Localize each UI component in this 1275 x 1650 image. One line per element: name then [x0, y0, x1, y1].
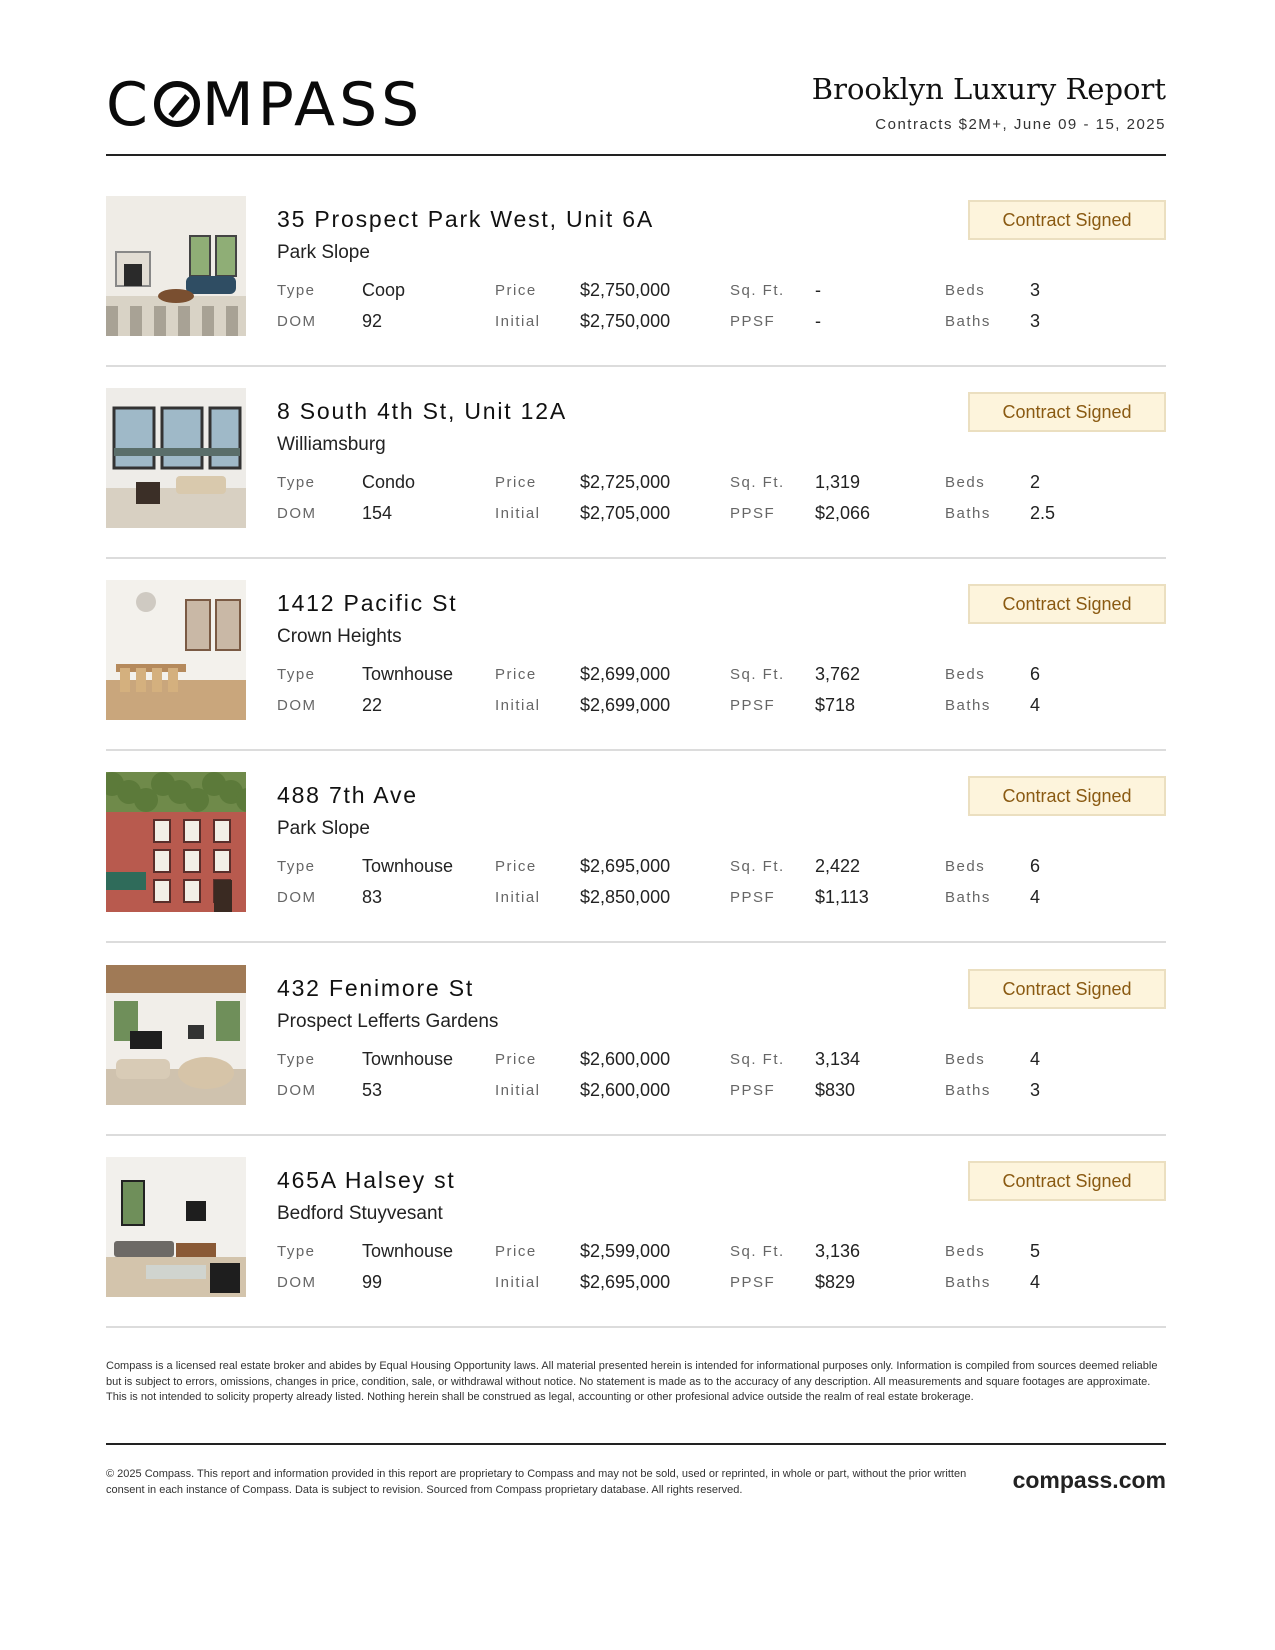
type-value: Townhouse: [362, 1241, 454, 1261]
listing-address[interactable]: 432 Fenimore St: [277, 975, 475, 1001]
baths-label: Baths: [945, 889, 991, 906]
initial-value: $2,695,000: [580, 1272, 671, 1292]
sqft-value: 3,136: [815, 1241, 861, 1261]
initial-value: $2,705,000: [580, 503, 671, 523]
website-link[interactable]: compass.com: [1012, 1467, 1166, 1493]
initial-label: Initial: [495, 505, 541, 522]
ppsf-value: $829: [815, 1272, 856, 1292]
price-label: Price: [495, 858, 537, 875]
status-badge: Contract Signed: [968, 1161, 1166, 1201]
property-photo[interactable]: [106, 388, 246, 528]
ppsf-label: PPSF: [730, 313, 776, 330]
property-photo[interactable]: [106, 196, 246, 336]
price-label: Price: [495, 474, 537, 491]
sqft-label: Sq. Ft.: [730, 474, 785, 491]
ppsf-value: $1,113: [815, 887, 869, 907]
property-photo[interactable]: [106, 580, 246, 720]
property-photo-image: [106, 388, 246, 528]
sqft-value: 1,319: [815, 472, 861, 492]
dom-label: DOM: [277, 1082, 317, 1099]
listing-address[interactable]: 35 Prospect Park West, Unit 6A: [277, 206, 654, 232]
ppsf-label: PPSF: [730, 1082, 776, 1099]
listing-card[interactable]: [106, 965, 1166, 1158]
dom-label: DOM: [277, 889, 317, 906]
price-label: Price: [495, 666, 537, 683]
listing-card[interactable]: [106, 1157, 1166, 1350]
dom-label: DOM: [277, 505, 317, 522]
type-label: Type: [277, 282, 316, 299]
copyright-text: © 2025 Compass. This report and information provided in this report are proprietary to Compass and may not be sold, used or reprinted, in whole or part, without the prior written consent in each instance of Compass. Data is subject to revision. Sourced from Compass proprietary database. All rights reserved.: [106, 1468, 967, 1496]
initial-label: Initial: [495, 1082, 541, 1099]
type-value: Townhouse: [362, 856, 454, 876]
initial-label: Initial: [495, 889, 541, 906]
baths-value: 4: [1030, 887, 1041, 907]
dom-value: 83: [362, 887, 383, 907]
beds-label: Beds: [945, 1243, 986, 1260]
sqft-value: 3,762: [815, 664, 861, 684]
report-subtitle: Contracts $2M+, June 09 - 15, 2025: [875, 116, 1166, 133]
baths-label: Baths: [945, 313, 991, 330]
beds-value: 6: [1030, 856, 1041, 876]
listing-neighborhood: Crown Heights: [277, 626, 402, 647]
type-label: Type: [277, 666, 316, 683]
sqft-value: -: [815, 280, 821, 300]
listing-card[interactable]: [106, 388, 1166, 581]
listing-address[interactable]: 8 South 4th St, Unit 12A: [277, 398, 567, 424]
status-badge: Contract Signed: [968, 969, 1166, 1009]
dom-value: 99: [362, 1272, 383, 1292]
listing-neighborhood: Park Slope: [277, 242, 370, 263]
report-header: [106, 60, 1166, 155]
listing-neighborhood: Park Slope: [277, 818, 370, 839]
price-value: $2,750,000: [580, 280, 671, 300]
listing-neighborhood: Williamsburg: [277, 434, 386, 455]
baths-label: Baths: [945, 1274, 991, 1291]
listing-neighborhood: Bedford Stuyvesant: [277, 1203, 443, 1224]
listing-neighborhood: Prospect Lefferts Gardens: [277, 1011, 499, 1032]
header-divider: [106, 154, 1166, 156]
type-value: Townhouse: [362, 1049, 454, 1069]
compass-logo[interactable]: C MPASS: [106, 70, 424, 140]
listing-divider: [106, 1134, 1166, 1136]
price-value: $2,725,000: [580, 472, 671, 492]
beds-label: Beds: [945, 474, 986, 491]
ppsf-label: PPSF: [730, 889, 776, 906]
type-label: Type: [277, 474, 316, 491]
price-value: $2,699,000: [580, 664, 671, 684]
sqft-label: Sq. Ft.: [730, 1051, 785, 1068]
status-badge: Contract Signed: [968, 584, 1166, 624]
disclaimer-text: Compass is a licensed real estate broker and abides by Equal Housing Opportunity laws. All material presented herein is intended for informational purposes only. Information is compiled from sources deemed reliable but is subject to errors, omissions, changes in price, condition, sale, or withdrawal without notice. No statement is made as to the accuracy of any description. All measurements and square footages are approximate. This is not intended to solicity property already listed. Nothing herein shall be construed as legal, accounting or other profesional advice outside the realm of real estate brokerage.: [106, 1360, 1158, 1403]
listing-divider: [106, 557, 1166, 559]
price-label: Price: [495, 1051, 537, 1068]
listing-card[interactable]: [106, 196, 1166, 389]
ppsf-value: $718: [815, 695, 856, 715]
property-photo-image: [106, 965, 246, 1105]
report-title: Brooklyn Luxury Report: [811, 72, 1166, 106]
listing-card[interactable]: [106, 772, 1166, 965]
type-label: Type: [277, 1051, 316, 1068]
listing-divider: [106, 941, 1166, 943]
property-photo[interactable]: [106, 1157, 246, 1297]
baths-value: 3: [1030, 311, 1041, 331]
footer-divider: [106, 1443, 1166, 1445]
beds-value: 2: [1030, 472, 1041, 492]
sqft-label: Sq. Ft.: [730, 282, 785, 299]
type-value: Condo: [362, 472, 416, 492]
beds-value: 6: [1030, 664, 1041, 684]
property-photo-image: [106, 1157, 246, 1297]
sqft-label: Sq. Ft.: [730, 666, 785, 683]
baths-label: Baths: [945, 505, 991, 522]
dom-value: 53: [362, 1080, 383, 1100]
price-label: Price: [495, 1243, 537, 1260]
price-value: $2,695,000: [580, 856, 671, 876]
initial-label: Initial: [495, 1274, 541, 1291]
property-photo-image: [106, 772, 246, 912]
baths-value: 3: [1030, 1080, 1041, 1100]
beds-value: 5: [1030, 1241, 1041, 1261]
baths-value: 2.5: [1030, 503, 1056, 523]
price-value: $2,599,000: [580, 1241, 671, 1261]
beds-label: Beds: [945, 858, 986, 875]
beds-value: 3: [1030, 280, 1041, 300]
status-badge: Contract Signed: [968, 200, 1166, 240]
ppsf-value: -: [815, 311, 821, 331]
beds-label: Beds: [945, 282, 986, 299]
ppsf-value: $830: [815, 1080, 856, 1100]
price-value: $2,600,000: [580, 1049, 671, 1069]
baths-value: 4: [1030, 695, 1041, 715]
sqft-value: 3,134: [815, 1049, 861, 1069]
property-photo-image: [106, 196, 246, 336]
status-badge: Contract Signed: [968, 776, 1166, 816]
property-photo[interactable]: [106, 965, 246, 1105]
baths-value: 4: [1030, 1272, 1041, 1292]
baths-label: Baths: [945, 1082, 991, 1099]
initial-label: Initial: [495, 697, 541, 714]
dom-label: DOM: [277, 1274, 317, 1291]
type-value: Coop: [362, 280, 406, 300]
listing-divider: [106, 1326, 1166, 1328]
beds-value: 4: [1030, 1049, 1041, 1069]
listing-divider: [106, 749, 1166, 751]
beds-label: Beds: [945, 666, 986, 683]
ppsf-label: PPSF: [730, 697, 776, 714]
initial-value: $2,850,000: [580, 887, 671, 907]
dom-value: 154: [362, 503, 393, 523]
sqft-label: Sq. Ft.: [730, 1243, 785, 1260]
type-value: Townhouse: [362, 664, 454, 684]
type-label: Type: [277, 1243, 316, 1260]
sqft-value: 2,422: [815, 856, 861, 876]
property-photo[interactable]: [106, 772, 246, 912]
listing-address[interactable]: 488 7th Ave: [277, 782, 418, 808]
ppsf-label: PPSF: [730, 1274, 776, 1291]
compass-logo-o-icon: [154, 81, 200, 127]
type-label: Type: [277, 858, 316, 875]
initial-value: $2,600,000: [580, 1080, 671, 1100]
baths-label: Baths: [945, 697, 991, 714]
sqft-label: Sq. Ft.: [730, 858, 785, 875]
initial-value: $2,699,000: [580, 695, 671, 715]
price-label: Price: [495, 282, 537, 299]
property-photo-image: [106, 580, 246, 720]
ppsf-label: PPSF: [730, 505, 776, 522]
dom-label: DOM: [277, 697, 317, 714]
listing-card[interactable]: [106, 580, 1166, 773]
initial-label: Initial: [495, 313, 541, 330]
status-badge: Contract Signed: [968, 392, 1166, 432]
ppsf-value: $2,066: [815, 503, 871, 523]
initial-value: $2,750,000: [580, 311, 671, 331]
dom-value: 22: [362, 695, 383, 715]
dom-label: DOM: [277, 313, 317, 330]
listing-address[interactable]: 465A Halsey st: [277, 1167, 456, 1193]
dom-value: 92: [362, 311, 383, 331]
listing-address[interactable]: 1412 Pacific St: [277, 590, 458, 616]
beds-label: Beds: [945, 1051, 986, 1068]
listing-divider: [106, 365, 1166, 367]
